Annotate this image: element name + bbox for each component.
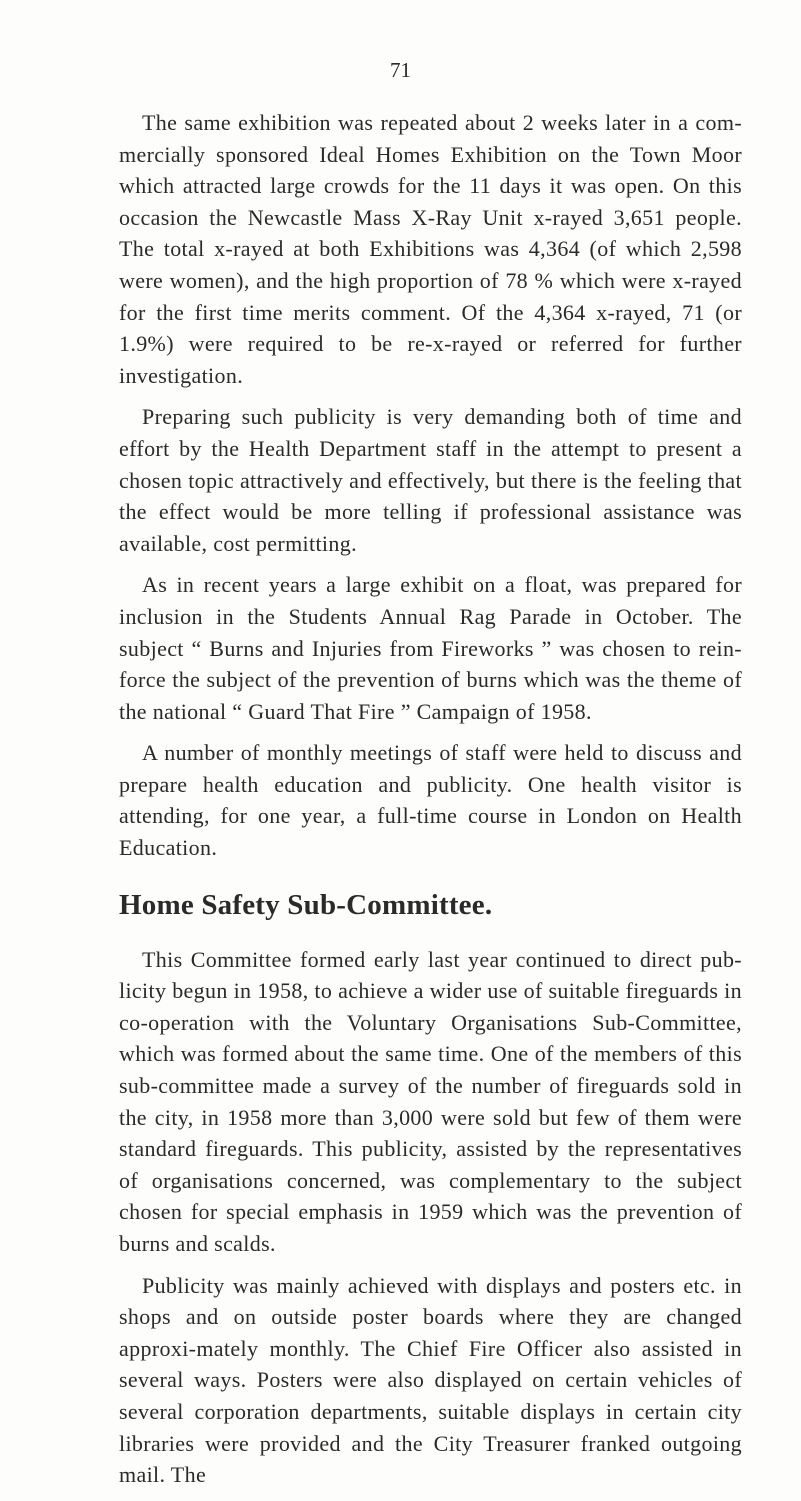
section-heading-home-safety: Home Safety Sub-Committee.: [119, 888, 493, 921]
paragraph-rag-parade-float: As in recent years a large exhibit on a float, was prepared for inclusion in the Students Annual Rag Parade in October. The subject “ Burns and Injuries from Fireworks ” was chosen to rein-force the subject of the prevention of burns which was the theme of the national “ Guard That Fire ” Campaign of 1958.: [119, 572, 742, 724]
paragraph-committee-fireguards: This Committee formed early last year continued to direct pub-licity begun in 1958, to achieve a wider use of suitable fireguards in co-operation with the Voluntary Organisations Sub-Committee, which was formed about the same time. One of the members of this sub-committee made a survey of the number of fireguards sold in the city, in 1958 more than 3,000 were sold but few of them were standard fireguards. This publicity, assisted by the representatives of organisations concerned, was complementary to the subject chosen for special emphasis in 1959 which was the prevention of burns and scalds.: [119, 946, 742, 1256]
paragraph-publicity-displays: Publicity was mainly achieved with displays and posters etc. in shops and on outside poster boards where they are changed approxi-mately monthly. The Chief Fire Officer also assisted in several ways. Posters were also displayed on certain vehicles of several corporation departments, suitable displays in certain city libraries were provided and the City Treasurer franked outgoing mail. The: [119, 1272, 742, 1488]
paragraph-staff-meetings: A number of monthly meetings of staff were held to discuss and prepare health education and publicity. One health visitor is attending, for one year, a full-time course in London on Health Education.: [119, 740, 742, 861]
page-body: [119, 107, 742, 1501]
paragraph-exhibition-repeat: The same exhibition was repeated about 2 weeks later in a com-mercially sponsored Ideal Homes Exhibition on the Town Moor which attracted large crowds for the 11 days it was open. On this occasion the Newcastle Mass X-Ray Unit x-rayed 3,651 people. The total x-rayed at both Exhibitions was 4,364 (of which 2,598 were women), and the high proportion of 78 % which were x-rayed for the first time merits comment. Of the 4,364 x-rayed, 71 (or 1.9%) were required to be re-x-rayed or referred for further investigation.: [119, 110, 742, 388]
paragraph-publicity-effort: Preparing such publicity is very demanding both of time and effort by the Health Department staff in the attempt to present a chosen topic attractively and effectively, but there is the feeling that the effect would be more telling if professional assistance was available, cost permitting.: [119, 404, 742, 556]
page-number: 71: [390, 58, 411, 82]
